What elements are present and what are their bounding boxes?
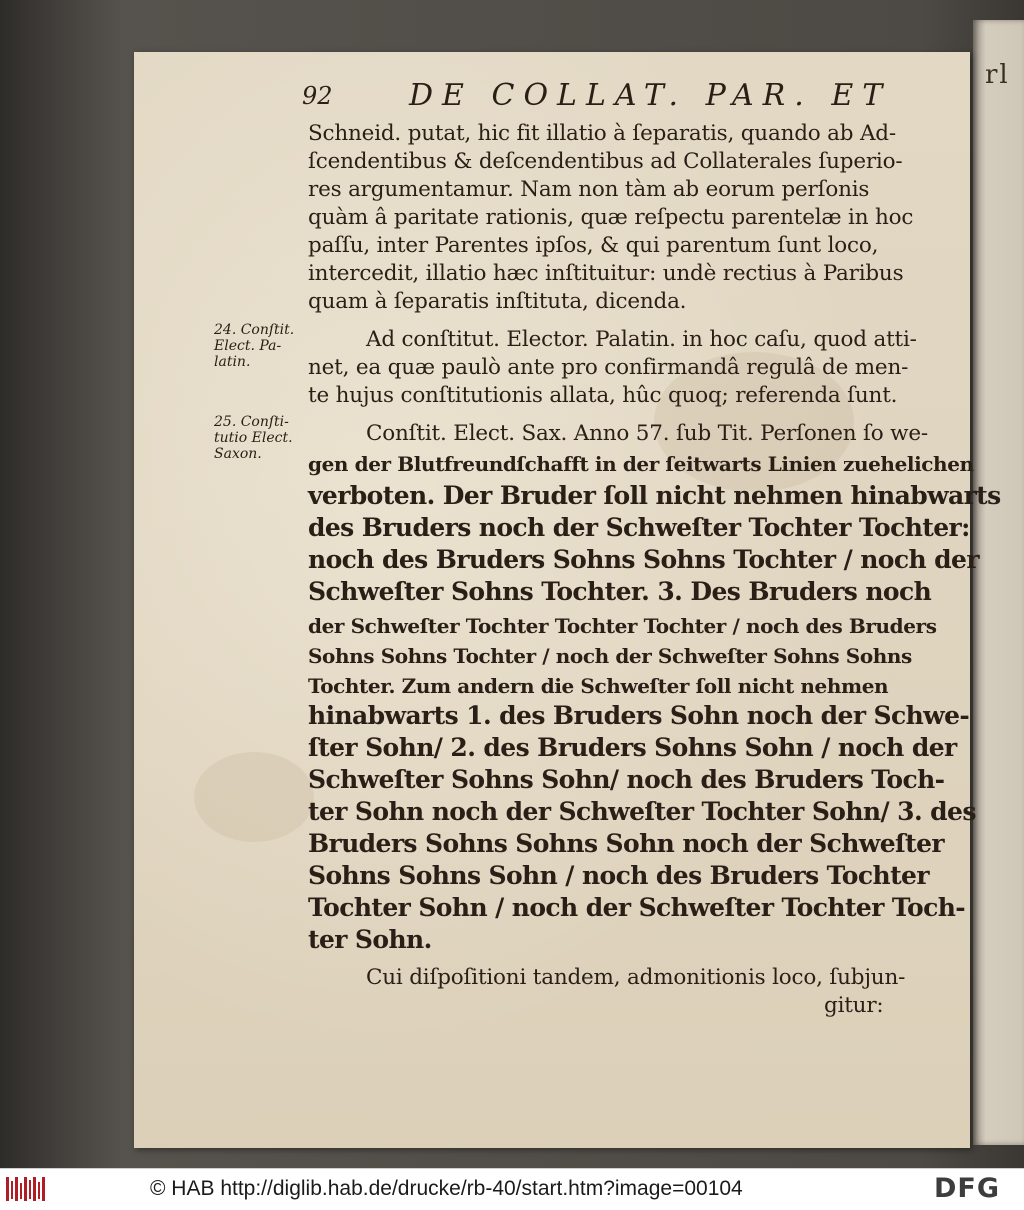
text-line: net, ea quæ paulò ante pro confirmandâ regulâ de men- bbox=[308, 355, 909, 380]
text-line: gen der Blutfreundſchafft in der ſeitwarts Linien zuehelichen bbox=[308, 452, 974, 476]
dfg-logo: DFG bbox=[934, 1173, 1001, 1204]
text-line: te hujus conſtitutionis allata, hûc quoq; referenda ſunt. bbox=[308, 383, 898, 408]
text-line: quam à ſeparatis inſtituta, dicenda. bbox=[308, 289, 687, 314]
margin-note-25: 25. Conſti- tutio Elect. Saxon. bbox=[214, 414, 293, 462]
text-line: Cui diſpoſitioni tandem, admonitionis loco, ſubjun- bbox=[366, 965, 906, 990]
running-head-title: DE COLLAT. PAR. ET bbox=[409, 78, 892, 113]
adjacent-page-text: rl bbox=[985, 60, 1010, 90]
text-line: gitur: bbox=[824, 993, 884, 1018]
text-line: noch des Bruders Sohns Sohns Tochter / noch der bbox=[308, 545, 979, 574]
text-line: Bruders Sohns Sohns Sohn noch der Schweſter bbox=[308, 829, 944, 858]
text-line: Schweſter Sohns Tochter. 3. Des Bruders noch bbox=[308, 577, 932, 606]
source-attribution: © HAB http://diglib.hab.de/drucke/rb-40/start.htm?image=00104 bbox=[150, 1177, 743, 1200]
text-line: Sohns Sohns Tochter / noch der Schweſter Sohns Sohns bbox=[308, 644, 912, 668]
viewer-footer bbox=[0, 1168, 1024, 1210]
adjacent-page-edge bbox=[973, 20, 1024, 1145]
text-line: Schneid. putat, hic fit illatio à ſeparatis, quando ab Ad- bbox=[308, 121, 896, 146]
running-head bbox=[134, 78, 970, 118]
hab-logo-icon bbox=[6, 1175, 48, 1203]
text-line: Ad conſtitut. Elector. Palatin. in hoc caſu, quod atti- bbox=[366, 327, 917, 352]
text-line: verboten. Der Bruder ſoll nicht nehmen hinabwarts bbox=[308, 481, 1001, 510]
text-line: des Bruders noch der Schweſter Tochter Tochter: bbox=[308, 513, 970, 542]
text-line: hinabwarts 1. des Bruders Sohn noch der Schwe- bbox=[308, 701, 970, 730]
text-line: ter Sohn noch der Schweſter Tochter Sohn/ 3. des bbox=[308, 797, 976, 826]
text-line: Tochter. Zum andern die Schweſter ſoll nicht nehmen bbox=[308, 674, 889, 698]
text-line: der Schweſter Tochter Tochter Tochter / noch des Bruders bbox=[308, 614, 937, 638]
text-line: ter Sohn. bbox=[308, 925, 432, 954]
text-line: ſcendentibus & deſcendentibus ad Collaterales ſuperio- bbox=[308, 149, 903, 174]
text-line: res argumentamur. Nam non tàm ab eorum perſonis bbox=[308, 177, 870, 202]
text-line: Conſtit. Elect. Sax. Anno 57. ſub Tit. Perſonen ſo we- bbox=[366, 421, 928, 446]
page-number: 92 bbox=[302, 82, 333, 110]
text-line: Sohns Sohns Sohn / noch des Bruders Tochter bbox=[308, 861, 929, 890]
text-line: ſter Sohn/ 2. des Bruders Sohns Sohn / noch der bbox=[308, 733, 957, 762]
text-line: Tochter Sohn / noch der Schweſter Tochter Toch- bbox=[308, 893, 966, 922]
text-line: intercedit, illatio hæc inſtituitur: undè rectius à Paribus bbox=[308, 261, 904, 286]
margin-note-24: 24. Conſtit. Elect. Pa- latin. bbox=[214, 322, 295, 370]
paper-stain bbox=[194, 752, 314, 842]
text-line: quàm â paritate rationis, quæ reſpectu parentelæ in hoc bbox=[308, 205, 914, 230]
text-line: paſſu, inter Parentes ipſos, & qui parentum ſunt loco, bbox=[308, 233, 879, 258]
text-line: Schweſter Sohns Sohn/ noch des Bruders Toch- bbox=[308, 765, 945, 794]
